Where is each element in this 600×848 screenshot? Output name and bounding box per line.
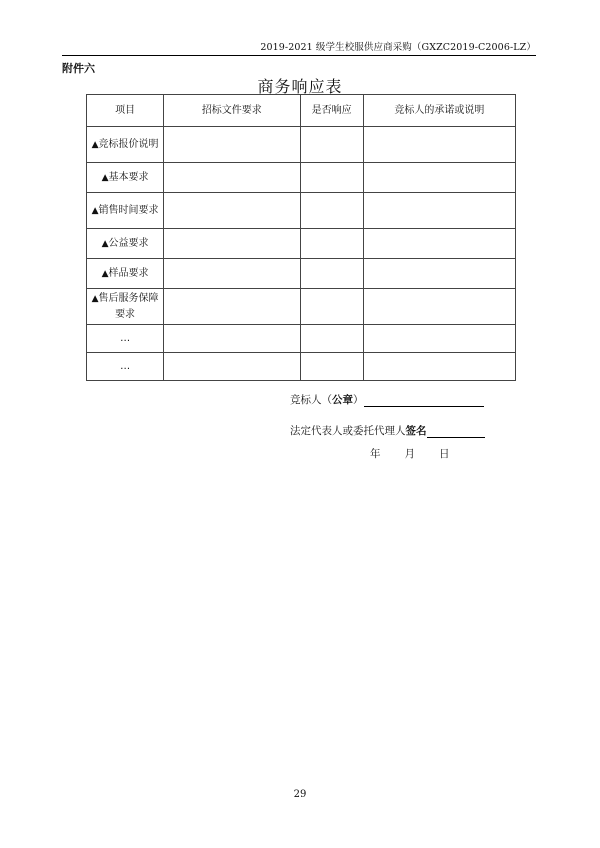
- requirement-cell: [164, 289, 300, 325]
- row-label: ▲售后服务保障要求: [87, 289, 164, 325]
- commitment-cell: [363, 127, 515, 163]
- table-row: [87, 193, 516, 229]
- attachment-label: 附件六: [62, 62, 95, 75]
- requirement-cell: [164, 353, 300, 381]
- triangle-marker: ▲: [101, 268, 109, 279]
- row-label: ▲竞标报价说明: [87, 127, 164, 163]
- requirement-cell: [164, 163, 300, 193]
- page-title: 商务响应表: [257, 77, 343, 96]
- date-line: [370, 446, 450, 461]
- representative-sign-line: [290, 423, 485, 438]
- respond-cell: [300, 353, 363, 381]
- table-row: [87, 289, 516, 325]
- row-label: …: [87, 353, 164, 381]
- bidder-close: ）: [353, 394, 364, 406]
- commitment-cell: [363, 259, 515, 289]
- table-row: [87, 229, 516, 259]
- bidder-seal-line: [290, 392, 484, 407]
- table-row: [87, 163, 516, 193]
- commitment-cell: [363, 163, 515, 193]
- date-day: 日: [439, 448, 450, 460]
- respond-cell: [300, 229, 363, 259]
- triangle-marker: ▲: [101, 238, 109, 249]
- requirement-cell: [164, 259, 300, 289]
- response-table: [86, 94, 516, 381]
- table-row: [87, 325, 516, 353]
- row-label: ▲销售时间要求: [87, 193, 164, 229]
- bidder-signature-blank[interactable]: [364, 394, 484, 407]
- column-header-requirement: 招标文件要求: [164, 95, 300, 127]
- column-header-commitment: 竞标人的承诺或说明: [363, 95, 515, 127]
- respond-cell: [300, 193, 363, 229]
- bidder-label: 竞标人（: [290, 394, 332, 406]
- row-label: …: [87, 325, 164, 353]
- page-number: 29: [293, 789, 307, 800]
- commitment-cell: [363, 325, 515, 353]
- seal-label: 公章: [332, 394, 353, 406]
- triangle-marker: ▲: [101, 172, 109, 183]
- commitment-cell: [363, 193, 515, 229]
- date-year: 年: [370, 448, 381, 460]
- representative-label: 法定代表人或委托代理人: [290, 425, 406, 437]
- row-label: ▲公益要求: [87, 229, 164, 259]
- triangle-marker: ▲: [91, 205, 99, 216]
- triangle-marker: ▲: [91, 139, 99, 150]
- column-header-respond: 是否响应: [300, 95, 363, 127]
- respond-cell: [300, 259, 363, 289]
- requirement-cell: [164, 229, 300, 259]
- page-header: 2019-2021 级学生校服供应商采购（GXZC2019-C2006-LZ）: [62, 41, 536, 56]
- table-row: [87, 259, 516, 289]
- commitment-cell: [363, 229, 515, 259]
- table-row: [87, 353, 516, 381]
- respond-cell: [300, 163, 363, 193]
- requirement-cell: [164, 193, 300, 229]
- respond-cell: [300, 289, 363, 325]
- representative-signature-blank[interactable]: [427, 425, 485, 438]
- column-header-item: 项目: [87, 95, 164, 127]
- respond-cell: [300, 325, 363, 353]
- date-month: 月: [404, 448, 415, 460]
- respond-cell: [300, 127, 363, 163]
- requirement-cell: [164, 325, 300, 353]
- triangle-marker: ▲: [91, 293, 99, 304]
- table-row: [87, 127, 516, 163]
- table-header-row: [87, 95, 516, 127]
- requirement-cell: [164, 127, 300, 163]
- commitment-cell: [363, 353, 515, 381]
- commitment-cell: [363, 289, 515, 325]
- sign-label: 签名: [405, 425, 427, 437]
- row-label: ▲基本要求: [87, 163, 164, 193]
- row-label: ▲样品要求: [87, 259, 164, 289]
